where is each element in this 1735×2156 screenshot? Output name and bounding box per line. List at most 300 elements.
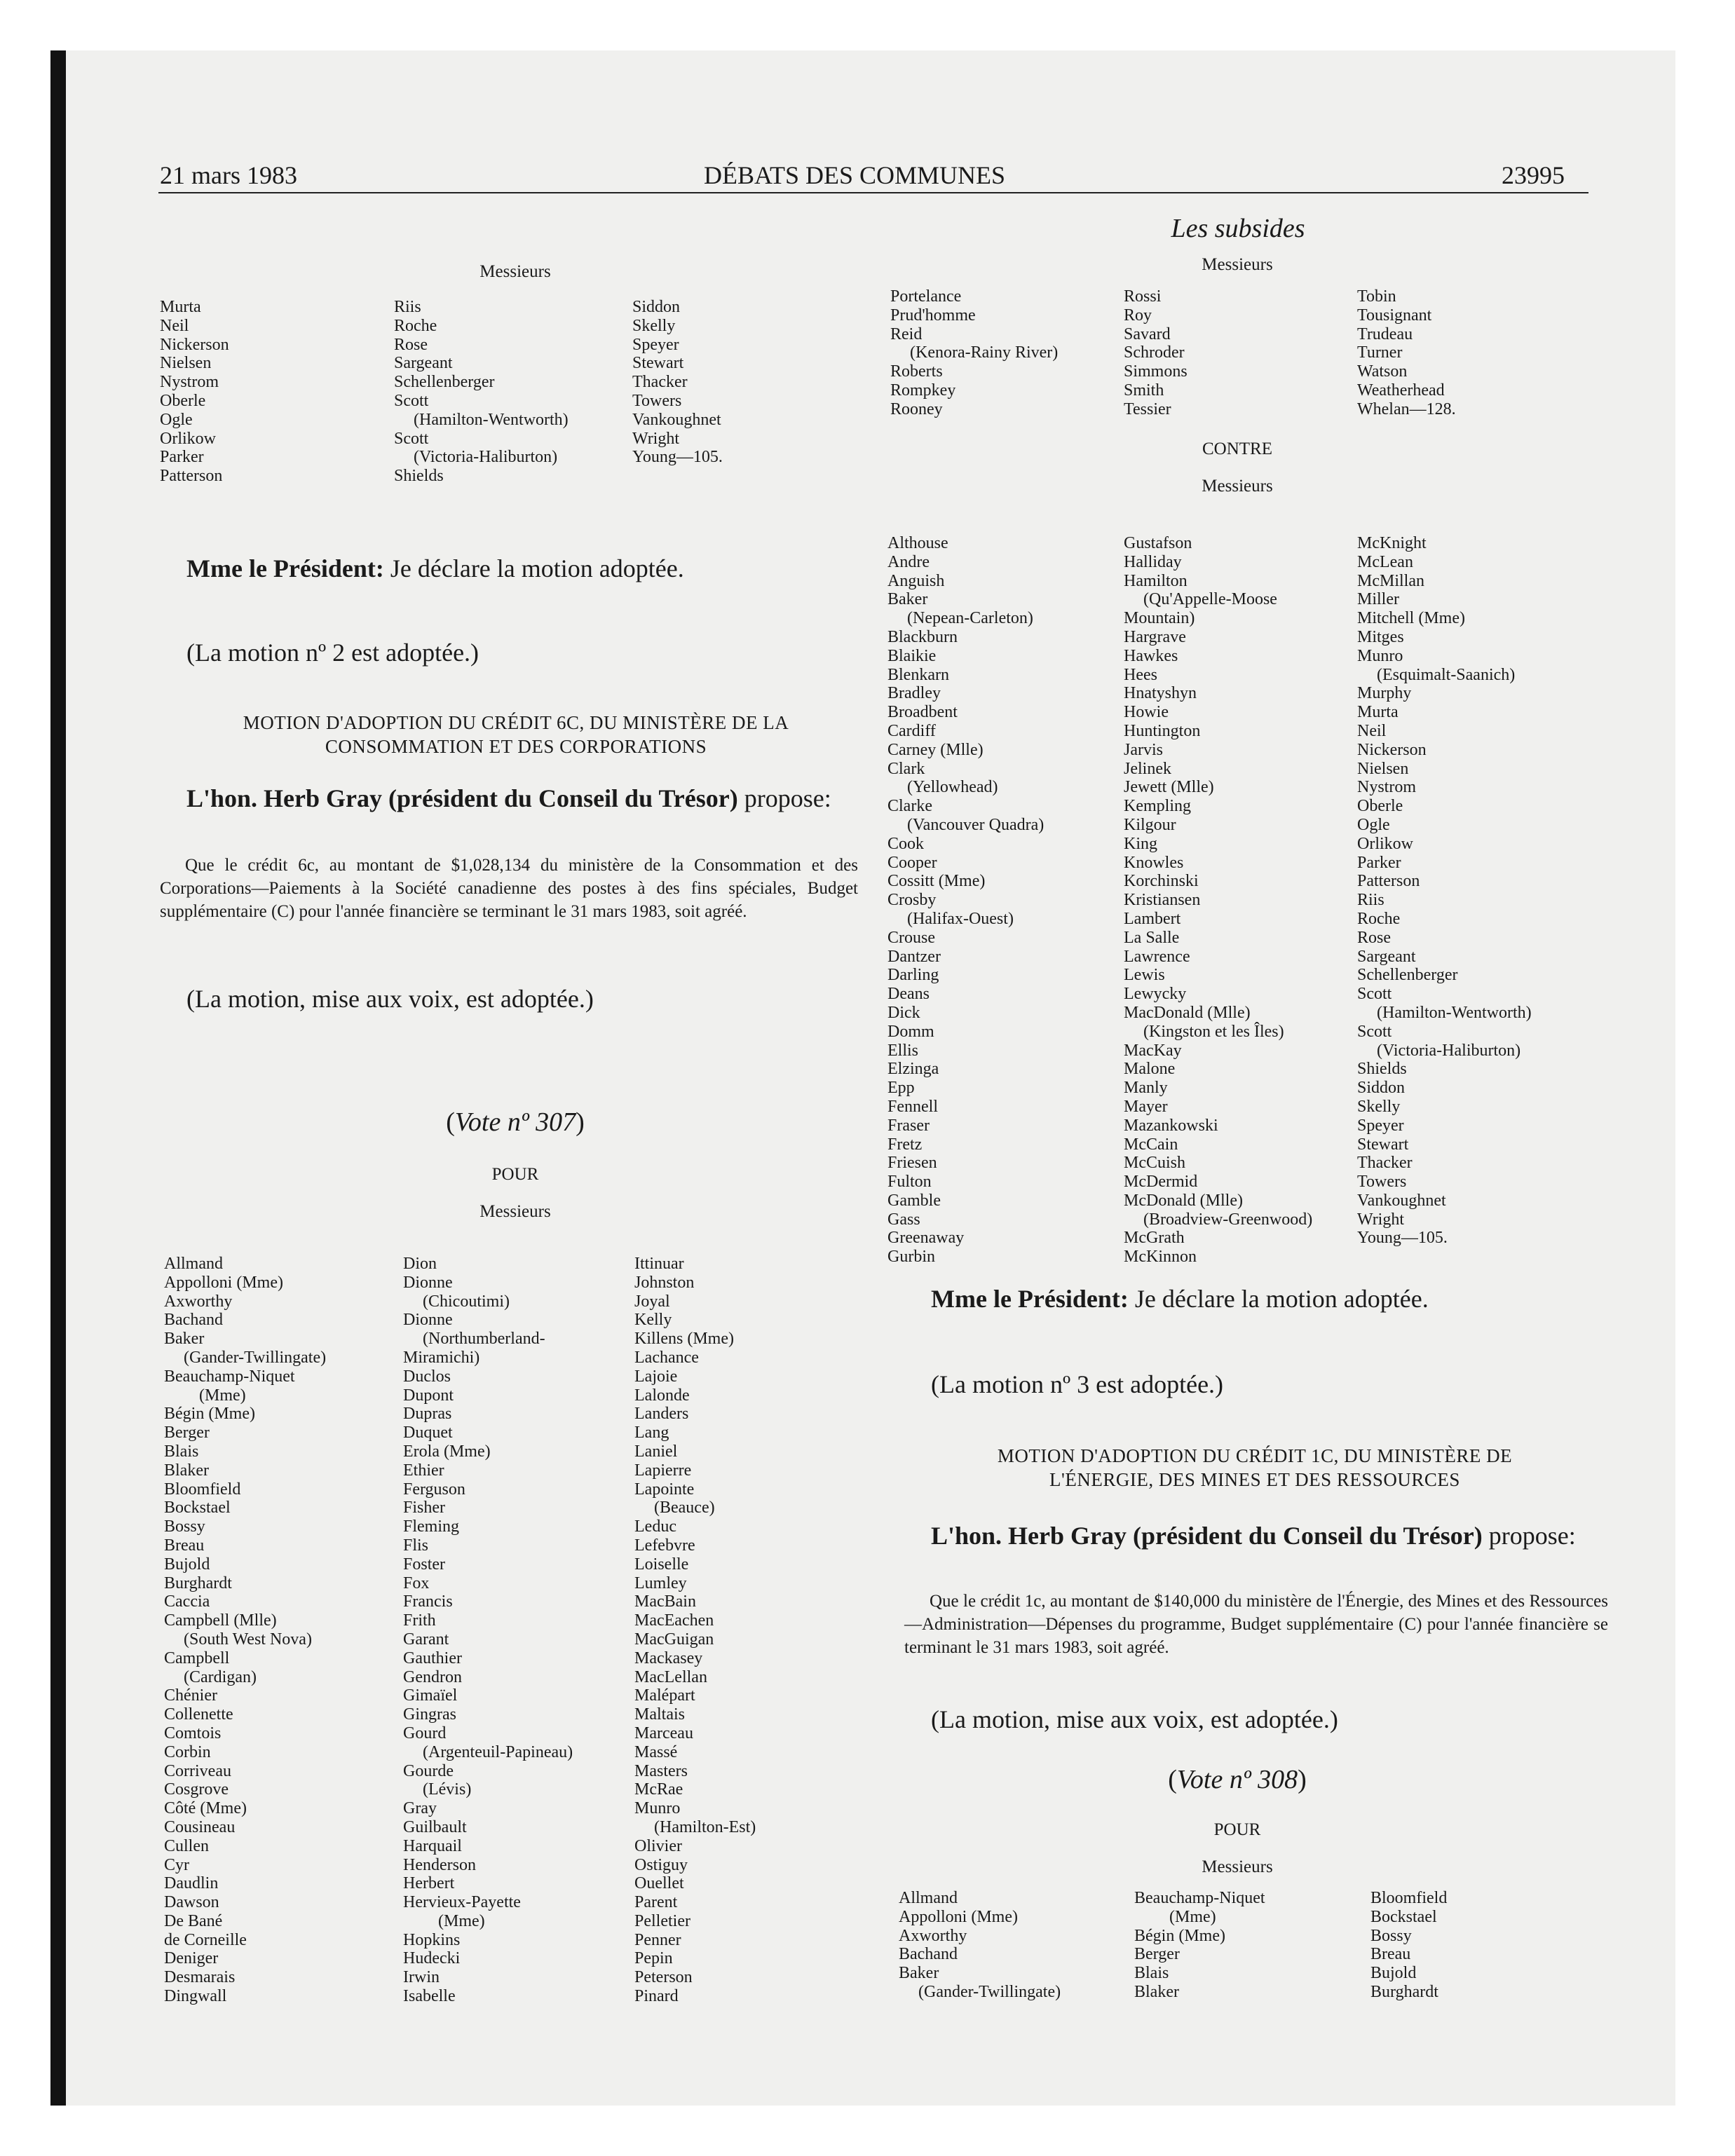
member-name: Gamble <box>887 1191 941 1210</box>
member-name: Speyer <box>1357 1116 1404 1135</box>
member-name: Korchinski <box>1124 872 1199 891</box>
member-name: Halliday <box>1124 552 1182 571</box>
member-name: De Bané <box>164 1911 223 1930</box>
member-name: Bossy <box>1370 1926 1412 1945</box>
member-name: Gourd <box>403 1724 447 1742</box>
member-name: Olivier <box>634 1836 682 1855</box>
member-name: Baker <box>164 1330 205 1349</box>
member-name: Bégin (Mme) <box>164 1405 255 1424</box>
member-name: Breau <box>1370 1945 1411 1964</box>
member-name: Duclos <box>403 1367 451 1386</box>
member-name: Riis <box>394 298 421 316</box>
member-name: Fleming <box>403 1517 460 1536</box>
member-name: Dionne <box>403 1311 453 1330</box>
member-name: Berger <box>164 1424 210 1442</box>
member-name: Lambert <box>1124 909 1181 928</box>
member-name: Jewett (Mlle) <box>1124 778 1214 797</box>
member-name: Comtois <box>164 1724 222 1742</box>
member-name: Jelinek <box>1124 759 1171 778</box>
motion-6c-text: Que le crédit 6c, au montant de $1,028,134 du ministère de la Consommation et des Corporations—Paiements à la Société canadienne des postes à des fins spéciales, Budget supplémentaire (C) pour l'année financière se terminant le 31 mars 1983, soit agréé. <box>160 856 858 921</box>
member-name: Patterson <box>160 467 223 486</box>
member-name: Hervieux-Payette <box>403 1893 521 1912</box>
member-name: (Mme) <box>438 1911 485 1930</box>
member-name: McLean <box>1357 552 1413 571</box>
motion-vote-adopted-1: (La motion, mise aux voix, est adoptée.) <box>186 985 594 1013</box>
member-name: Gourde <box>403 1761 454 1780</box>
member-name: Shields <box>1357 1060 1407 1079</box>
member-name: Baker <box>887 590 928 609</box>
member-name: Kelly <box>634 1311 672 1330</box>
member-name: (Nepean-Carleton) <box>907 609 1033 628</box>
member-name: Sargeant <box>394 354 453 373</box>
member-name: McDermid <box>1124 1173 1198 1192</box>
member-name: Peterson <box>634 1968 693 1987</box>
member-name: Greenaway <box>887 1229 965 1248</box>
member-name: Schellenberger <box>394 373 495 392</box>
member-name: Schroder <box>1124 343 1185 362</box>
vote-307-pour-col2 <box>403 1255 573 2006</box>
member-name: Cooper <box>887 853 937 872</box>
member-name: Orlikow <box>1357 834 1413 853</box>
member-name: Marceau <box>634 1724 693 1742</box>
member-name: Fennell <box>887 1097 938 1116</box>
member-name: Neil <box>1357 721 1387 740</box>
member-name: Dantzer <box>887 947 941 966</box>
member-name: Manly <box>1124 1079 1168 1098</box>
member-name: Nystrom <box>1357 778 1416 797</box>
member-name: Roberts <box>890 362 943 381</box>
member-name: Bégin (Mme) <box>1134 1926 1225 1945</box>
member-name: McCuish <box>1124 1154 1186 1173</box>
member-name: McKinnon <box>1124 1248 1197 1267</box>
member-name: MacDonald (Mlle) <box>1124 1003 1251 1022</box>
member-name: Hees <box>1124 665 1157 684</box>
member-name: Althouse <box>887 534 948 552</box>
member-name: Kristiansen <box>1124 891 1201 910</box>
member-name: (Chicoutimi) <box>423 1292 510 1311</box>
member-name: Whelan—128. <box>1357 400 1456 418</box>
member-name: La Salle <box>1124 928 1180 947</box>
member-name: Ethier <box>403 1461 444 1480</box>
member-name: Skelly <box>1357 1097 1401 1116</box>
member-name: Oberle <box>160 391 206 410</box>
member-name: Trudeau <box>1357 325 1413 343</box>
member-name: Smith <box>1124 381 1164 400</box>
member-name: Young—105. <box>632 448 723 467</box>
member-name: (Argenteuil-Papineau) <box>423 1742 573 1761</box>
member-name: Kilgour <box>1124 815 1176 834</box>
member-name: Lang <box>634 1424 669 1442</box>
member-name: Munro <box>1357 646 1403 665</box>
member-name: (Beauce) <box>654 1499 715 1517</box>
member-name: Lefebvre <box>634 1536 695 1555</box>
right-top-col2 <box>1124 287 1188 419</box>
member-name: Rompkey <box>890 381 956 400</box>
member-name: Dupont <box>403 1386 454 1405</box>
member-name: Thacker <box>1357 1154 1413 1173</box>
member-name: Miller <box>1357 590 1399 609</box>
vote-308-messieurs: Messieurs <box>1202 1857 1273 1876</box>
member-name: Darling <box>887 966 939 985</box>
left-block1-col1 <box>160 298 229 486</box>
vote-308-title: (Vote nº 308) <box>1168 1765 1307 1794</box>
right-top-col1 <box>890 287 1058 419</box>
member-name: Harquail <box>403 1836 462 1855</box>
member-name: Blaikie <box>887 646 937 665</box>
member-name: Lapointe <box>634 1480 695 1499</box>
member-name: Gendron <box>403 1667 462 1686</box>
member-name: Gingras <box>403 1705 456 1724</box>
motion-1c-heading: MOTION D'ADOPTION DU CRÉDIT 1C, DU MINISTÈRE DE L'ÉNERGIE, DES MINES ET DES RESSOURCES <box>997 1445 1513 1490</box>
member-name: Fox <box>403 1574 430 1592</box>
member-name: (Kingston et les Îles) <box>1143 1022 1284 1041</box>
member-name: Corriveau <box>164 1761 231 1780</box>
header-page-number: 23995 <box>1502 161 1565 189</box>
header-rule <box>158 192 1588 193</box>
vote-307-pour-col3 <box>634 1255 756 2006</box>
contre-col1 <box>887 534 1044 1267</box>
member-name: Allmand <box>899 1889 958 1907</box>
header-date: 21 mars 1983 <box>160 161 297 189</box>
vote-307-pour: POUR <box>491 1165 539 1184</box>
member-name: Scott <box>1357 1022 1392 1041</box>
member-name: Appolloni (Mme) <box>164 1273 283 1292</box>
member-name: Wright <box>1357 1210 1405 1229</box>
member-name: McDonald (Mlle) <box>1124 1191 1243 1210</box>
contre-col3 <box>1357 534 1532 1248</box>
member-name: (Hamilton-Wentworth) <box>1377 1003 1532 1022</box>
member-name: Pinard <box>634 1987 679 2006</box>
member-name: King <box>1124 834 1157 853</box>
member-name: Mitges <box>1357 627 1404 646</box>
member-name: Cullen <box>164 1836 209 1855</box>
member-name: Lapierre <box>634 1461 692 1480</box>
member-name: Weatherhead <box>1357 381 1445 400</box>
member-name: Garant <box>403 1630 449 1649</box>
speaker-statement-1: Mme le Président: Je déclare la motion adoptée. <box>186 554 684 582</box>
member-name: Ouellet <box>634 1874 684 1893</box>
member-name: Parent <box>634 1893 678 1912</box>
member-name: Wright <box>632 429 680 448</box>
member-name: Baker <box>899 1964 939 1983</box>
member-name: Ogle <box>160 410 193 429</box>
member-name: Laniel <box>634 1442 678 1461</box>
member-name: Patterson <box>1357 872 1420 891</box>
motion-vote-adopted-2: (La motion, mise aux voix, est adoptée.) <box>931 1705 1338 1733</box>
member-name: (Kenora-Rainy River) <box>910 343 1059 362</box>
member-name: Lewis <box>1124 966 1165 985</box>
member-name: Rossi <box>1124 287 1162 306</box>
member-name: Savard <box>1124 325 1171 343</box>
member-name: Maltais <box>634 1705 685 1724</box>
member-name: Bloomfield <box>164 1480 241 1499</box>
member-name: Gray <box>403 1799 437 1818</box>
member-name: Cyr <box>164 1855 189 1874</box>
member-name: Francis <box>403 1592 453 1611</box>
member-name: Henderson <box>403 1855 476 1874</box>
member-name: Killens (Mme) <box>634 1330 734 1349</box>
member-name: Desmarais <box>164 1968 236 1987</box>
member-name: Gimaïel <box>403 1686 458 1705</box>
member-name: Elzinga <box>887 1060 939 1079</box>
member-name: Ostiguy <box>634 1855 688 1874</box>
member-name: Speyer <box>632 335 679 354</box>
member-name: Riis <box>1357 891 1384 910</box>
member-name: Sargeant <box>1357 947 1416 966</box>
member-name: Anguish <box>887 571 945 590</box>
member-name: Lumley <box>634 1574 687 1592</box>
vote-308-pour-col3 <box>1370 1889 1447 2002</box>
member-name: Corbin <box>164 1742 211 1761</box>
member-name: MacEachen <box>634 1611 714 1630</box>
vote-308-pour: POUR <box>1213 1820 1261 1839</box>
member-name: Siddon <box>1357 1079 1406 1098</box>
speaker-statement-2: Mme le Président: Je déclare la motion adoptée. <box>931 1285 1429 1313</box>
member-name: Fretz <box>887 1135 923 1154</box>
member-name: Bachand <box>899 1945 958 1964</box>
member-name: Axworthy <box>899 1926 967 1945</box>
header-title: DÉBATS DES COMMUNES <box>704 161 1006 189</box>
member-name: Andre <box>887 552 930 571</box>
member-name: (Victoria-Haliburton) <box>414 448 558 467</box>
motion-1c-text: Que le crédit 1c, au montant de $140,000 du ministère de l'Énergie, des Mines et des Ressources—Administration—Dépenses du programme, Budget supplémentaire (C) pour l'année financière se terminant le 31 mars 1983, soit agréé. <box>904 1592 1608 1657</box>
member-name: Ogle <box>1357 815 1390 834</box>
member-name: Loiselle <box>634 1555 689 1574</box>
member-name: McRae <box>634 1780 683 1799</box>
member-name: Erola (Mme) <box>403 1442 491 1461</box>
member-name: (Broadview-Greenwood) <box>1143 1210 1313 1229</box>
vote-308-pour-col1 <box>899 1889 1061 2002</box>
member-name: Stewart <box>632 354 684 373</box>
member-name: MacBain <box>634 1592 696 1611</box>
member-name: Campbell (Mlle) <box>164 1611 277 1630</box>
member-name: Scott <box>394 391 429 410</box>
member-name: Bachand <box>164 1311 223 1330</box>
member-name: Pelletier <box>634 1911 690 1930</box>
member-name: Prud'homme <box>890 306 976 325</box>
member-name: Lalonde <box>634 1386 690 1405</box>
member-name: Howie <box>1124 703 1169 722</box>
member-name: McKnight <box>1357 534 1427 552</box>
member-name: Simmons <box>1124 362 1188 381</box>
member-name: Skelly <box>632 316 676 335</box>
member-name: Masters <box>634 1761 688 1780</box>
member-name: Campbell <box>164 1649 230 1667</box>
member-name: Dion <box>403 1255 437 1273</box>
member-name: Dawson <box>164 1893 219 1912</box>
member-name: Portelance <box>890 287 962 306</box>
member-name: Blaker <box>1134 1982 1179 2001</box>
member-name: Gauthier <box>403 1649 462 1667</box>
member-name: Neil <box>160 316 189 335</box>
member-name: Beauchamp-Niquet <box>164 1367 295 1386</box>
member-name: Pepin <box>634 1949 673 1968</box>
member-name: Burghardt <box>164 1574 232 1592</box>
member-name: Friesen <box>887 1154 937 1173</box>
member-name: Lewycky <box>1124 985 1187 1004</box>
member-name: Tobin <box>1357 287 1396 306</box>
member-name: Berger <box>1134 1945 1180 1964</box>
member-name: Flis <box>403 1536 429 1555</box>
member-name: Johnston <box>634 1273 695 1292</box>
motion-3-adopted: (La motion nº 3 est adoptée.) <box>931 1370 1224 1398</box>
member-name: Hnatyshyn <box>1124 684 1197 703</box>
member-name: Mackasey <box>634 1649 703 1667</box>
member-name: Cosgrove <box>164 1780 229 1799</box>
contre-col2 <box>1124 534 1312 1267</box>
member-name: Joyal <box>634 1292 670 1311</box>
member-name: Bujold <box>164 1555 210 1574</box>
member-name: Towers <box>1357 1173 1407 1192</box>
member-name: (Esquimalt-Saanich) <box>1377 665 1516 684</box>
member-name: (Cardigan) <box>184 1667 257 1686</box>
member-name: Blackburn <box>887 627 958 646</box>
member-name: Ferguson <box>403 1480 465 1499</box>
member-name: Foster <box>403 1555 445 1574</box>
motion-6c-heading: MOTION D'ADOPTION DU CRÉDIT 6C, DU MINISTÈRE DE LA CONSOMMATION ET DES CORPORATIONS <box>243 712 789 757</box>
member-name: Landers <box>634 1405 689 1424</box>
member-name: Huntington <box>1124 721 1201 740</box>
left-block1-col2 <box>394 298 569 486</box>
member-name: (Mme) <box>1169 1907 1216 1926</box>
member-name: Rose <box>394 335 428 354</box>
member-name: Frith <box>403 1611 436 1630</box>
member-name: Broadbent <box>887 703 958 722</box>
member-name: Knowles <box>1124 853 1184 872</box>
member-name: Jarvis <box>1124 740 1163 759</box>
member-name: Bloomfield <box>1370 1889 1448 1907</box>
member-name: Roy <box>1124 306 1152 325</box>
member-name: Clark <box>887 759 925 778</box>
vote-307-messieurs: Messieurs <box>479 1202 551 1221</box>
member-name: Gurbin <box>887 1248 935 1267</box>
member-name: Mitchell (Mme) <box>1357 609 1465 628</box>
member-name: Penner <box>634 1930 681 1949</box>
member-name: Fulton <box>887 1173 932 1192</box>
member-name: Munro <box>634 1799 681 1818</box>
member-name: Fraser <box>887 1116 930 1135</box>
member-name: MacKay <box>1124 1041 1182 1060</box>
member-name: Malépart <box>634 1686 695 1705</box>
member-name: Gass <box>887 1210 920 1229</box>
member-name: Hamilton <box>1124 571 1188 590</box>
member-name: Blais <box>164 1442 199 1461</box>
member-name: Bradley <box>887 684 941 703</box>
motion-2-adopted: (La motion nº 2 est adoptée.) <box>186 639 479 667</box>
member-name: Beauchamp-Niquet <box>1134 1889 1265 1907</box>
member-name: (Lévis) <box>423 1780 472 1799</box>
member-name: Caccia <box>164 1592 210 1611</box>
member-name: Blenkarn <box>887 665 949 684</box>
member-name: Lajoie <box>634 1367 678 1386</box>
member-name: (Halifax-Ouest) <box>907 909 1014 928</box>
member-name: Malone <box>1124 1060 1176 1079</box>
member-name: Vankoughnet <box>1357 1191 1446 1210</box>
section-title: Les subsides <box>1171 214 1305 243</box>
member-name: Carney (Mlle) <box>887 740 984 759</box>
member-name: (Victoria-Haliburton) <box>1377 1041 1521 1060</box>
member-name: Lachance <box>634 1348 699 1367</box>
member-name: (Qu'Appelle-Moose <box>1143 590 1277 609</box>
member-name: Siddon <box>632 298 681 316</box>
contre-messieurs: Messieurs <box>1202 477 1273 496</box>
member-name: Crouse <box>887 928 935 947</box>
member-name: Guilbault <box>403 1817 467 1836</box>
member-name: (Gander-Twillingate) <box>184 1348 327 1367</box>
member-name: Crosby <box>887 891 937 910</box>
member-name: Collenette <box>164 1705 233 1724</box>
member-name: (Yellowhead) <box>907 778 998 797</box>
gray-proposes-1: L'hon. Herb Gray (président du Conseil du Trésor) propose: <box>186 784 831 812</box>
member-name: Bockstael <box>1370 1907 1437 1926</box>
member-name: Burghardt <box>1370 1982 1438 2001</box>
member-name: de Corneille <box>164 1930 247 1949</box>
left-block1-col3 <box>632 298 723 467</box>
member-name: Clarke <box>887 797 932 816</box>
member-name: Shields <box>394 467 444 486</box>
member-name: (Northumberland- <box>423 1330 545 1349</box>
member-name: Lawrence <box>1124 947 1190 966</box>
member-name: Nickerson <box>160 335 229 354</box>
left-messieurs-heading: Messieurs <box>479 262 551 281</box>
member-name: Mayer <box>1124 1097 1168 1116</box>
member-name: Dupras <box>403 1405 452 1424</box>
member-name: Nickerson <box>1357 740 1427 759</box>
member-name: (Mme) <box>199 1386 246 1405</box>
member-name: Scott <box>394 429 429 448</box>
member-name: Kempling <box>1124 797 1191 816</box>
member-name: Murta <box>1357 703 1399 722</box>
gray-proposes-2: L'hon. Herb Gray (président du Conseil du Trésor) propose: <box>931 1522 1576 1550</box>
member-name: Breau <box>164 1536 205 1555</box>
member-name: Hopkins <box>403 1930 461 1949</box>
member-name: Deans <box>887 985 930 1004</box>
member-name: Bujold <box>1370 1964 1417 1983</box>
member-name: Roche <box>394 316 437 335</box>
member-name: Reid <box>890 325 923 343</box>
member-name: McGrath <box>1124 1229 1185 1248</box>
member-name: Mazankowski <box>1124 1116 1218 1135</box>
member-name: Chénier <box>164 1686 217 1705</box>
member-name: MacLellan <box>634 1667 707 1686</box>
member-name: Nielsen <box>160 354 212 373</box>
member-name: Herbert <box>403 1874 455 1893</box>
member-name: (Vancouver Quadra) <box>907 815 1045 834</box>
member-name: Deniger <box>164 1949 219 1968</box>
member-name: Mountain) <box>1124 609 1195 628</box>
vote-307-pour-col1 <box>164 1255 326 2006</box>
member-name: Oberle <box>1357 797 1403 816</box>
member-name: Thacker <box>632 373 688 392</box>
vote-308-pour-col2 <box>1134 1889 1265 2002</box>
member-name: Duquet <box>403 1424 453 1442</box>
member-name: Côté (Mme) <box>164 1799 247 1818</box>
member-name: Gustafson <box>1124 534 1192 552</box>
vote-307-title: (Vote nº 307) <box>446 1107 585 1137</box>
member-name: Leduc <box>634 1517 676 1536</box>
member-name: Epp <box>887 1079 915 1098</box>
member-name: Rose <box>1357 928 1391 947</box>
member-name: (Hamilton-Est) <box>654 1817 756 1836</box>
member-name: Nielsen <box>1357 759 1409 778</box>
member-name: Tessier <box>1124 400 1171 418</box>
member-name: Murta <box>160 298 201 316</box>
member-name: Daudlin <box>164 1874 219 1893</box>
contre-heading: CONTRE <box>1202 439 1272 458</box>
member-name: Dingwall <box>164 1987 227 2006</box>
member-name: Parker <box>160 448 204 467</box>
member-name: Cossitt (Mme) <box>887 872 986 891</box>
